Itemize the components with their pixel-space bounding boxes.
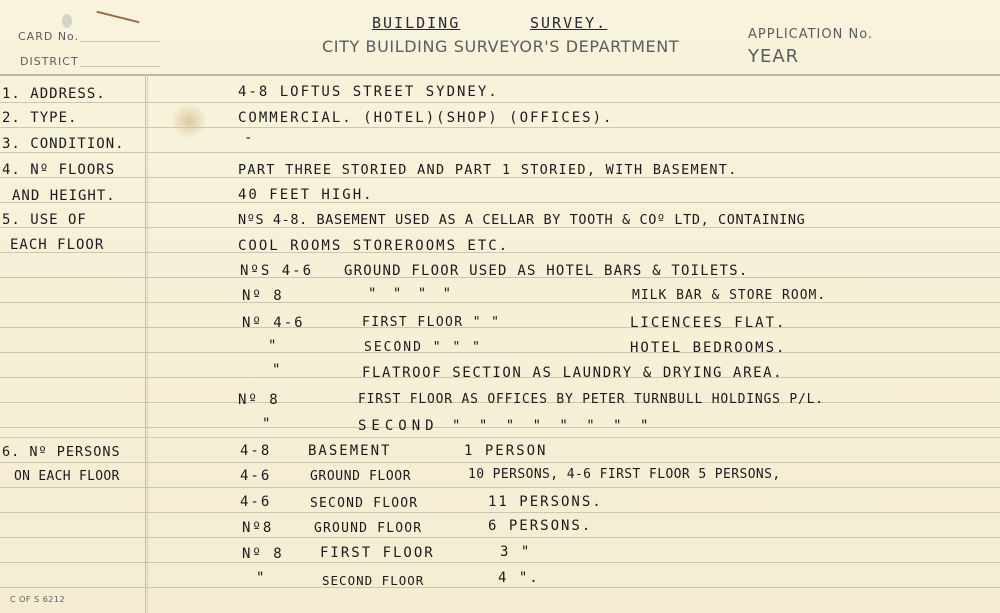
rule-line — [0, 562, 1000, 563]
persons-row-col1: 4-8 — [240, 443, 272, 459]
handwritten-title-left: BUILDING — [372, 14, 461, 32]
persons-row-col2: GROUND FLOOR — [314, 521, 423, 536]
field-label-address: 1. ADDRESS. — [2, 86, 106, 102]
margin-line — [145, 74, 146, 613]
floor-use-row-col1: " — [262, 416, 273, 432]
handwritten-title-right: SURVEY. — [530, 14, 608, 32]
persons-row-col2: SECOND FLOOR — [322, 573, 425, 588]
floor-use-row-col1: Nº 8 — [242, 288, 284, 304]
field-label-persons: 6. Nº PERSONS — [2, 444, 121, 460]
floor-use-row-col2: " " " " — [368, 286, 456, 302]
field-label-use-of: 5. USE OF — [2, 212, 87, 228]
floor-use-row-col3: HOTEL BEDROOMS. — [630, 340, 787, 356]
floor-use-row-col2: SECOND " " " " " " " " — [358, 418, 654, 434]
form-code: C OF S 6212 — [10, 595, 66, 604]
rule-line — [0, 437, 1000, 438]
persons-row-col1: Nº8 — [242, 520, 274, 536]
floor-use-row-col3: LICENCEES FLAT. — [630, 315, 787, 331]
persons-row-col1: " — [256, 570, 267, 586]
persons-row-col3: 4 ". — [498, 570, 540, 586]
card-no-label: CARD No. — [18, 30, 80, 43]
field-value-address: 4-8 LOFTUS STREET SYDNEY. — [238, 84, 499, 100]
persons-row-col3: 1 PERSON — [464, 443, 548, 459]
rule-line — [0, 302, 1000, 303]
floor-use-row-col2: GROUND FLOOR USED AS HOTEL BARS & TOILETS. — [344, 263, 749, 279]
floor-use-row-col2: FIRST FLOOR " " — [362, 315, 501, 330]
margin-line — [147, 74, 148, 613]
application-no-label: APPLICATION No. — [748, 27, 874, 42]
floor-use-row-col1: " — [272, 362, 283, 378]
rule-line — [0, 462, 1000, 463]
persons-row-col2: GROUND FLOOR — [310, 469, 412, 484]
field-value-floors: PART THREE STORIED AND PART 1 STORIED, WITH BASEMENT. — [238, 162, 738, 178]
field-value-type: COMMERCIAL. (HOTEL)(SHOP) (OFFICES). — [238, 110, 614, 126]
rule-line — [0, 202, 1000, 203]
floor-use-row-col2: FLATROOF SECTION AS LAUNDRY & DRYING AREA. — [362, 365, 784, 381]
year-label: YEAR — [748, 46, 800, 67]
persons-row-col3: 10 PERSONS, 4-6 FIRST FLOOR 5 PERSONS, — [468, 467, 781, 482]
field-label-condition: 3. CONDITION. — [2, 136, 125, 152]
pin-mark — [96, 11, 139, 24]
floor-use-row-col1: NºS 4-6 — [240, 263, 314, 279]
rule-line — [0, 487, 1000, 488]
persons-row-col2: SECOND FLOOR — [310, 496, 419, 511]
floor-use-row-col1: Nº 4-6 — [242, 315, 305, 331]
rule-line — [0, 587, 1000, 588]
floor-use-row-col2: FIRST FLOOR AS OFFICES BY PETER TURNBULL HOLDINGS P/L. — [358, 392, 824, 407]
field-value-each-floor: COOL ROOMS STOREROOMS ETC. — [238, 238, 510, 254]
persons-row-col1: 4-6 — [240, 494, 272, 510]
field-value-height: 40 FEET HIGH. — [238, 187, 374, 203]
field-label-each-floor: EACH FLOOR — [10, 237, 105, 253]
floor-use-row-col2: SECOND " " " — [364, 340, 482, 355]
field-label-height: AND HEIGHT. — [12, 188, 116, 204]
card-no-line — [80, 41, 160, 42]
floor-use-row-col1: " — [268, 338, 279, 354]
persons-row-col2: FIRST FLOOR — [320, 545, 435, 561]
floor-use-row-col3: MILK BAR & STORE ROOM. — [632, 288, 827, 303]
rule-line — [0, 352, 1000, 353]
rule-line — [0, 537, 1000, 538]
district-label: DISTRICT — [20, 55, 79, 68]
field-value-use-of: NºS 4-8. BASEMENT USED AS A CELLAR BY TOOTH & COº LTD, CONTAINING — [238, 212, 806, 228]
stain-mark — [172, 104, 206, 138]
floor-use-row-col1: Nº 8 — [238, 392, 280, 408]
district-line — [80, 66, 160, 67]
rule-line — [0, 512, 1000, 513]
persons-row-col2: BASEMENT — [308, 443, 392, 459]
header-divider — [0, 74, 1000, 76]
department-title: CITY BUILDING SURVEYOR'S DEPARTMENT — [322, 37, 680, 56]
rule-line — [0, 127, 1000, 128]
persons-row-col1: 4-6 — [240, 468, 272, 484]
rule-line — [0, 102, 1000, 103]
field-label-floors: 4. Nº FLOORS — [2, 162, 116, 178]
field-label-each-floor-persons: ON EACH FLOOR — [14, 469, 120, 484]
smudge-mark — [62, 14, 72, 28]
persons-row-col3: 3 " — [500, 544, 532, 560]
persons-row-col1: Nº 8 — [242, 546, 284, 562]
persons-row-col3: 6 PERSONS. — [488, 518, 593, 534]
field-label-type: 2. TYPE. — [2, 110, 78, 126]
rule-line — [0, 152, 1000, 153]
field-value-condition: - — [244, 130, 255, 146]
persons-row-col3: 11 PERSONS. — [488, 494, 603, 510]
